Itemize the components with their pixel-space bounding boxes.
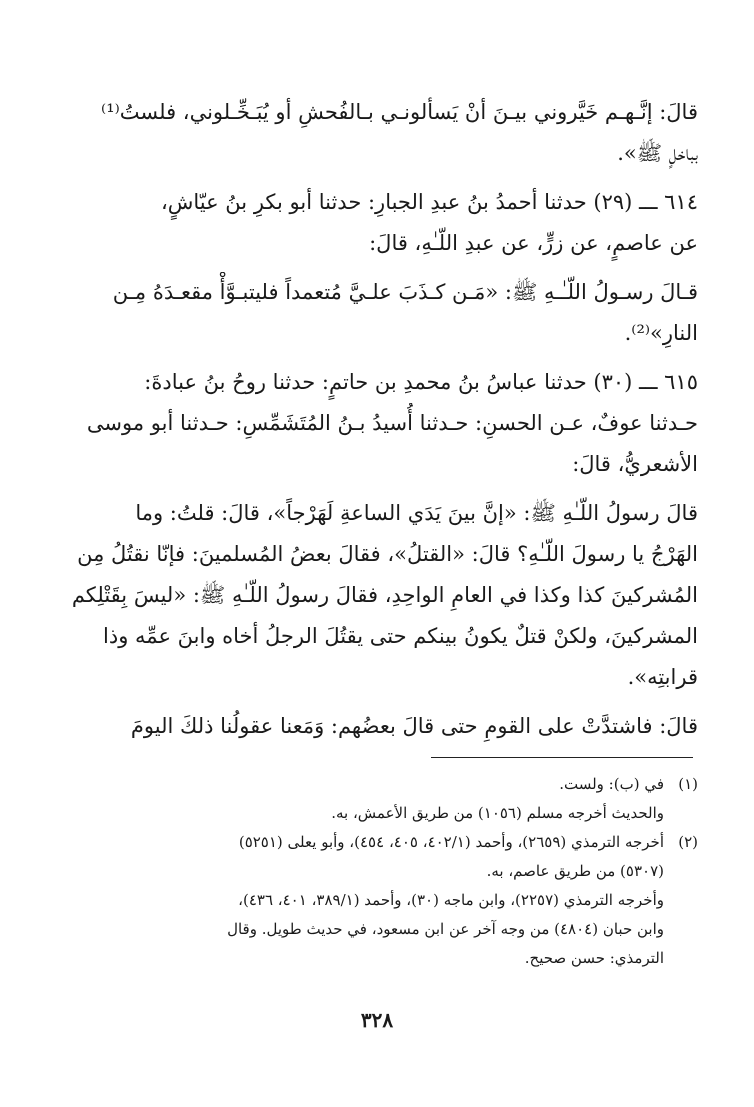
- text-line: المُشركينَ كذا وكذا في العامِ الواحِدِ، فقالَ رسولُ اللّـٰهِ ﷺ: «ليسَ بِقَتْلِكم: [71, 583, 698, 607]
- footnote-line: أخرجه الترمذي (٢٦٥٩)، وأحمد (٤٠٢/١، ٤٠٥، ٤٥٤)، وأبو يعلى (٥٢٥١): [238, 833, 664, 851]
- footnote-body: [62, 828, 664, 973]
- paragraph: [62, 493, 698, 698]
- footnote-2: [62, 828, 698, 973]
- text-line: قـالَ رسـولُ اللّـٰـهِ ﷺ: «مَـن كـذَبَ علـيَّ مُتعمداً فليتبـوَّأْ مقعـدَهُ مِـن: [112, 280, 698, 304]
- page-number: ٣٢٨: [360, 1008, 394, 1032]
- hadith-615: [62, 362, 698, 485]
- footnote-number: (١): [678, 775, 698, 793]
- footnotes: [62, 770, 698, 973]
- paragraph: [62, 706, 698, 747]
- footnote-line: الترمذي: حسن صحيح.: [524, 949, 664, 967]
- text-line: ٦١٥ ـــ (٣٠) حدثنا عباسُ بنُ محمدِ بن حاتمٍ: حدثنا روحُ بنُ عبادةَ:: [144, 370, 698, 394]
- footnote-line: في (ب): ولست.: [559, 775, 664, 793]
- footnote-line: وابن حبان (٤٨٠٤) من وجه آخر عن ابن مسعود، في حديث طويل. وقال: [227, 920, 664, 938]
- text-line: قالَ: فاشتدَّتْ على القومِ حتى قالَ بعضُهم: وَمَعنا عقولُنا ذلكَ اليومَ: [130, 714, 698, 738]
- footnote-number: (٢): [678, 833, 698, 851]
- main-text: [62, 92, 698, 755]
- footnote-line: وأخرجه الترمذي (٢٢٥٧)، وابن ماجه (٣٠)، وأحمد (٣٨٩/١، ٤٠١، ٤٣٦)،: [238, 891, 664, 909]
- text-line: قالَ رسولُ اللّـٰهِ ﷺ: «إنَّ بينَ يَدَي الساعةِ لَهَرْجاً»، قالَ: قلتُ: وما: [135, 501, 698, 525]
- text-line: الهَرْجُ يا رسولَ اللّـٰهِ؟ قالَ: «القتلُ»، فقالَ بعضُ المُسلمينَ: فإنّا نقتُلُ مِن: [77, 542, 698, 566]
- footnote-line: (٥٣٠٧) من طريق عاصم، به.: [486, 862, 664, 880]
- hadith-614: [62, 182, 698, 264]
- text-line: المشركينَ، ولكنْ قتلٌ يكونُ بينكم حتى يقتُلَ الرجلُ أخاه وابنَ عمِّه وذا: [103, 624, 698, 648]
- text-line: قالَ: إنَّـهـم خَيَّروني بيـنَ أنْ يَسألونـي بـالفُحشِ أو يُبَـخِّـلوني، فلستُ⁽¹⁾: [101, 100, 698, 124]
- text-line: عن عاصمٍ، عن زرٍّ، عن عبدِ اللّـٰهِ، قالَ:: [369, 231, 698, 255]
- text-line: قرابتِه».: [627, 665, 698, 689]
- footnote-line: والحديث أخرجه مسلم (١٠٥٦) من طريق الأعمش، به.: [331, 804, 664, 822]
- text-line: النارِ»⁽²⁾.: [624, 321, 698, 345]
- footnote-1: [62, 770, 698, 828]
- text-line: حـدثنا عوفٌ، عـن الحسنِ: حـدثنا أُسيدُ بـنُ المُتَشَمِّسِ: حـدثنا أبو موسى: [86, 411, 698, 435]
- paragraph: [62, 272, 698, 354]
- footnote-separator: [431, 757, 693, 758]
- text-line: ٦١٤ ـــ (٢٩) حدثنا أحمدُ بنُ عبدِ الجبارِ: حدثنا أبو بكرِ بنُ عيّاشٍ،: [160, 190, 698, 214]
- paragraph: [62, 92, 698, 174]
- text-line: الأشعريُّ، قالَ:: [572, 452, 698, 476]
- footnote-body: [62, 770, 664, 828]
- text-line: بباخلٍ ﷺ».: [617, 141, 698, 165]
